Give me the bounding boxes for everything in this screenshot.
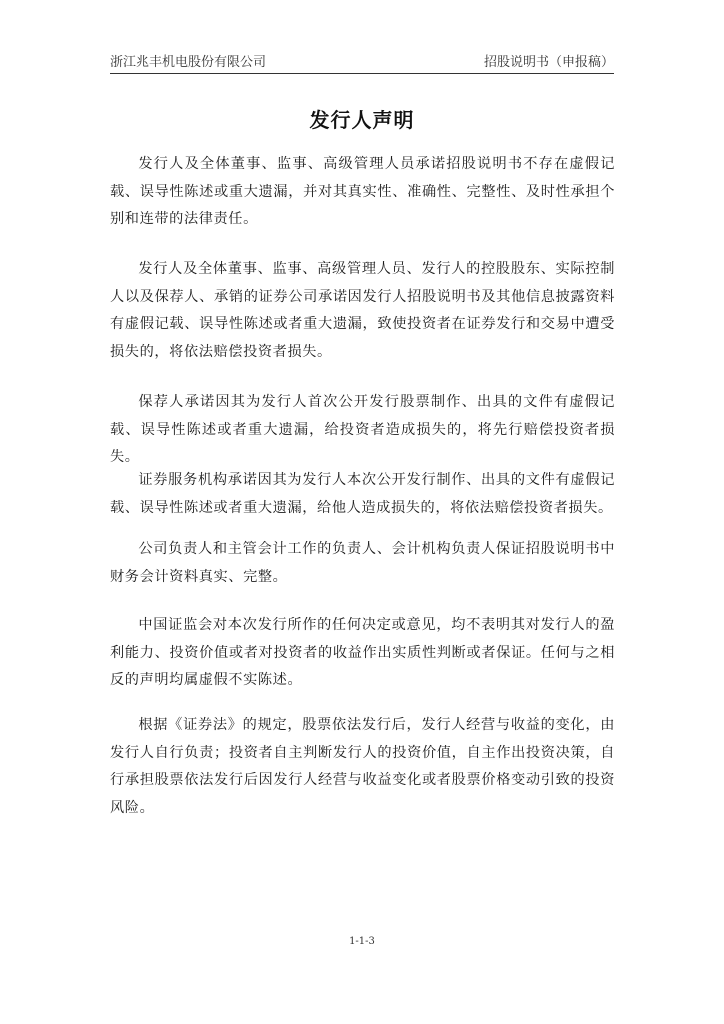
paragraph-service-agency-commitment: 证券服务机构承诺因其为发行人本次公开发行制作、出具的文件有虚假记载、误导性陈述或者重大遗漏，给他人造成损失的，将依法赔偿投资者损失。 [110,472,615,516]
paragraph-csrc-disclaimer: 中国证监会对本次发行所作的任何决定或意见，均不表明其对发行人的盈利能力、投资价值或者对投资者的收益作出实质性判断或者保证。任何与之相反的声明均属虚假不实陈述。 [110,617,615,688]
page-header [110,48,614,74]
header-document-type: 招股说明书（申报稿） [483,55,614,70]
paragraph-sponsor-commitment: 保荐人承诺因其为发行人首次公开发行股票制作、出具的文件有虚假记载、误导性陈述或者重大遗漏，给投资者造成损失的，将先行赔偿投资者损失。 [110,394,615,465]
paragraph-accounting-guarantee: 公司负责人和主管会计工作的负责人、会计机构负责人保证招股说明书中财务会计资料真实、完整。 [110,541,615,585]
paragraph-issuer-statement: 发行人及全体董事、监事、高级管理人员承诺招股说明书不存在虚假记载、误导性陈述或重大遗漏，并对其真实性、准确性、完整性、及时性承担个别和连带的法律责任。 [110,156,615,227]
header-company-name: 浙江兆丰机电股份有限公司 [110,55,267,70]
paragraph-investment-risk: 根据《证券法》的规定，股票依法发行后，发行人经营与收益的变化，由发行人自行负责；投资者自主判断发行人的投资价值，自主作出投资决策，自行承担股票依法发行后因发行人经营与收益变化或者股票价格变动引致的投资风险。 [110,717,615,816]
paragraph-joint-liability: 发行人及全体董事、监事、高级管理人员、发行人的控股股东、实际控制人以及保荐人、承销的证券公司承诺因发行人招股说明书及其他信息披露资料有虚假记载、误导性陈述或者重大遗漏，致使投资者在证券发行和交易中遭受损失的，将依法赔偿投资者损失。 [110,261,615,360]
page-number: 1-1-3 [349,936,375,947]
page-title: 发行人声明 [309,108,415,132]
